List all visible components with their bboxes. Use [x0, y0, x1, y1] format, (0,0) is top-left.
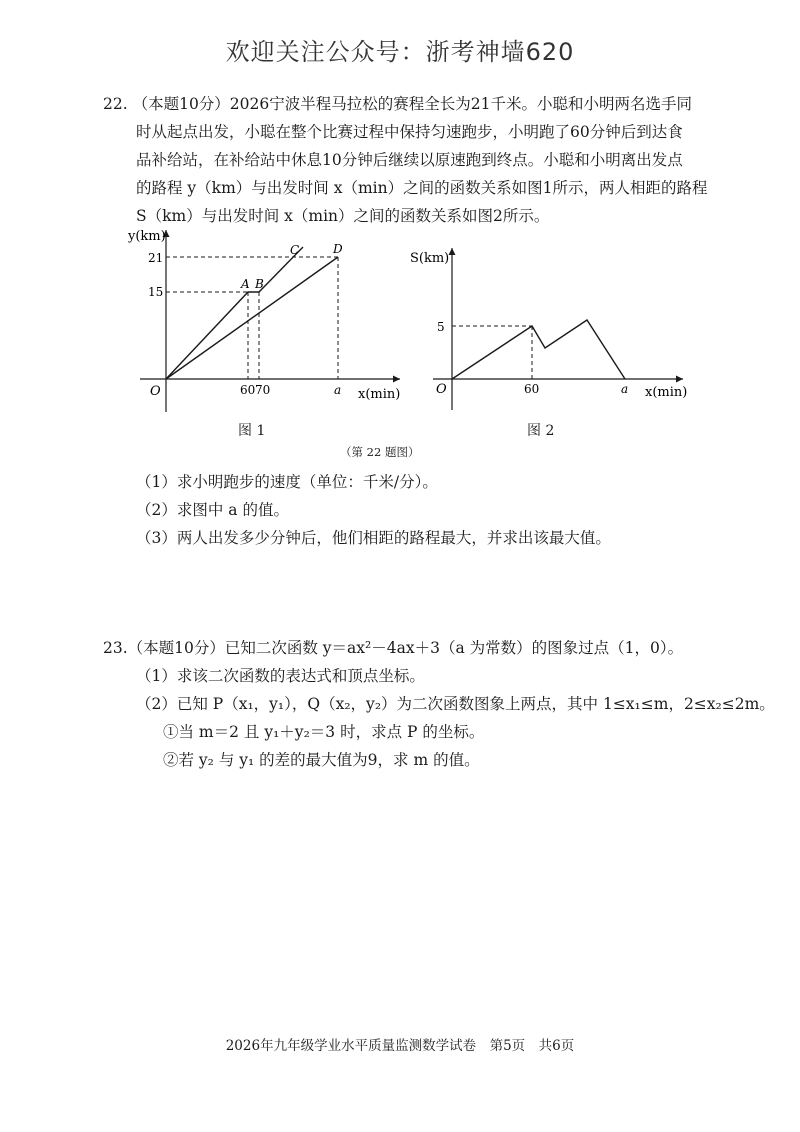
fig1-x-tick-70: 70: [255, 383, 271, 397]
q22-line-4: 的路程 y（km）与出发时间 x（min）之间的函数关系如图1所示，两人相距的路程: [136, 179, 708, 197]
fig2-x-tick-60: 60: [524, 382, 540, 396]
fig1-y-tick-15: 15: [148, 285, 164, 299]
fig1-xiaocong-line: [166, 257, 338, 379]
q22-line-1: 22. （本题10分）2026宁波半程马拉松的赛程全长为21千米。小聪和小明两名选手同: [103, 95, 692, 113]
fig2-origin: O: [436, 382, 447, 397]
q22-line-5: S（km）与出发时间 x（min）之间的函数关系如图2所示。: [136, 207, 550, 225]
page-header-title: 欢迎关注公众号：浙考神墙620: [225, 38, 575, 66]
fig2-x-tick-a: a: [621, 382, 629, 396]
fig-note-q22: （第 22 题图）: [340, 445, 420, 459]
fig1-y-tick-21: 21: [148, 251, 164, 265]
fig1-point-a: A: [241, 277, 250, 291]
fig2-caption: 图 2: [527, 423, 555, 439]
q22-part-1: （1）求小明跑步的速度（单位：千米/分）。: [136, 473, 438, 491]
q23-subpart-2: ②若 y₂ 与 y₁ 的差的最大值为9，求 m 的值。: [163, 751, 480, 769]
fig1-y-label: y(km): [128, 229, 166, 244]
fig1-x-label: x(min): [358, 387, 401, 402]
q22-line-2: 时从起点出发，小聪在整个比赛过程中保持匀速跑步，小明跑了60分钟后到达食: [136, 123, 683, 141]
fig1-caption: 图 1: [238, 423, 266, 439]
figure-1-graph: [110, 222, 410, 422]
fig1-xiaoming-line: [166, 247, 303, 379]
q23-line-1: 23.（本题10分）已知二次函数 y＝ax²－4ax＋3（a 为常数）的图象过点（1，0）。: [103, 639, 684, 657]
fig1-x-tick-a: a: [334, 383, 342, 397]
fig2-distance-line: [452, 320, 625, 379]
fig1-point-c: C: [290, 243, 300, 257]
q23-part-1: （1）求该二次函数的表达式和顶点坐标。: [136, 667, 425, 685]
q23-part-2: （2）已知 P（x₁，y₁），Q（x₂，y₂）为二次函数图象上两点，其中 1≤x₁≤m，2≤x₂≤2m。: [136, 695, 775, 713]
figure-2-graph: [405, 240, 690, 420]
q23-subpart-1: ①当 m＝2 且 y₁＋y₂＝3 时，求点 P 的坐标。: [163, 723, 485, 741]
fig2-y-label: S(km): [410, 251, 450, 266]
fig2-x-label: x(min): [645, 385, 688, 400]
fig1-origin: O: [150, 384, 161, 399]
page-footer: 2026年九年级学业水平质量监测数学试卷 第5页 共6页: [225, 1038, 575, 1054]
fig1-x-tick-60: 60: [240, 383, 256, 397]
q22-line-3: 品补给站，在补给站中休息10分钟后继续以原速跑到终点。小聪和小明离出发点: [136, 151, 683, 169]
q22-part-2: （2）求图中 a 的值。: [136, 501, 289, 519]
fig1-point-d: D: [333, 242, 343, 256]
fig2-y-tick-5: 5: [437, 320, 445, 334]
fig1-point-b: B: [255, 277, 264, 291]
q22-part-3: （3）两人出发多少分钟后，他们相距的路程最大，并求出该最大值。: [136, 529, 611, 547]
